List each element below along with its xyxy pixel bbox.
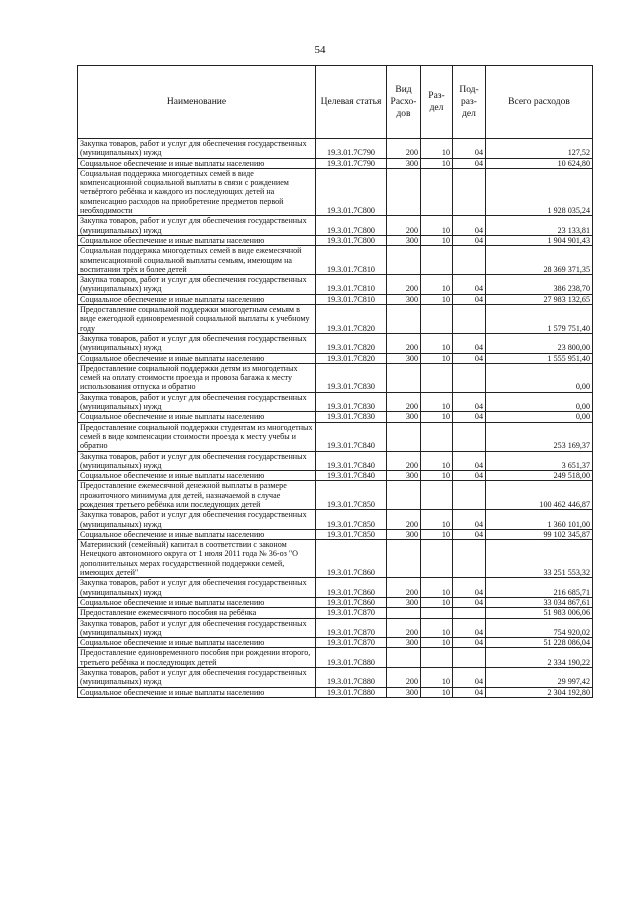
cell-code: 19.3.01.7С880: [316, 687, 387, 697]
cell-subsection: 04: [453, 353, 486, 363]
cell-subsection: 04: [453, 294, 486, 304]
cell-code: 19.3.01.7С860: [316, 540, 387, 578]
cell-type: 200: [387, 578, 421, 598]
cell-subsection: 04: [453, 638, 486, 648]
table-row: [78, 648, 593, 668]
table-row: [78, 216, 593, 236]
table-row: [78, 363, 593, 392]
cell-name: Закупка товаров, работ и услуг для обеспечения государственных (муниципальных) нужд: [78, 510, 316, 530]
table-row: [78, 235, 593, 245]
cell-total: 100 462 446,87: [486, 481, 593, 510]
header-type: Вид Расхо- дов: [387, 66, 421, 139]
header-name: Наименование: [78, 66, 316, 139]
cell-name: Предоставление ежемесячного пособия на ребёнка: [78, 608, 316, 618]
cell-section: 10: [421, 333, 453, 353]
cell-section: [421, 422, 453, 451]
cell-subsection: [453, 540, 486, 578]
cell-code: 19.3.01.7С830: [316, 412, 387, 422]
cell-code: 19.3.01.7С820: [316, 333, 387, 353]
cell-total: 3 651,37: [486, 451, 593, 471]
cell-type: 200: [387, 510, 421, 530]
table-row: [78, 305, 593, 334]
cell-code: 19.3.01.7С820: [316, 353, 387, 363]
cell-section: 10: [421, 451, 453, 471]
cell-section: 10: [421, 668, 453, 688]
header-code: Целевая статья: [316, 66, 387, 139]
cell-code: 19.3.01.7С880: [316, 668, 387, 688]
table-body: [78, 139, 593, 698]
cell-name: Социальное обеспечение и иные выплаты населению: [78, 471, 316, 481]
header-row: [78, 66, 593, 139]
table-row: [78, 510, 593, 530]
cell-total: 10 624,80: [486, 158, 593, 168]
cell-type: [387, 305, 421, 334]
cell-name: Социальное обеспечение и иные выплаты населению: [78, 294, 316, 304]
cell-subsection: [453, 481, 486, 510]
cell-code: 19.3.01.7С860: [316, 597, 387, 607]
header-section: Раз- дел: [421, 66, 453, 139]
cell-type: 300: [387, 529, 421, 539]
cell-type: 200: [387, 139, 421, 159]
cell-name: Закупка товаров, работ и услуг для обеспечения государственных (муниципальных) нужд: [78, 275, 316, 295]
cell-subsection: [453, 422, 486, 451]
cell-name: Социальная поддержка многодетных семей в виде ежемесячной компенсационной социальной выплаты семьям, имеющим на воспитании трёх и более детей: [78, 246, 316, 275]
cell-type: 300: [387, 638, 421, 648]
cell-type: 200: [387, 275, 421, 295]
cell-total: 1 928 035,24: [486, 168, 593, 215]
cell-subsection: 04: [453, 392, 486, 412]
budget-table: [77, 65, 593, 698]
cell-section: [421, 481, 453, 510]
cell-section: 10: [421, 235, 453, 245]
cell-total: 1 360 101,00: [486, 510, 593, 530]
cell-type: 200: [387, 392, 421, 412]
cell-type: 200: [387, 668, 421, 688]
cell-name: Предоставление ежемесячной денежной выплаты в размере прожиточного минимума для детей, назначаемой в случае рождения третьего ребёнка или последующих детей: [78, 481, 316, 510]
table-row: [78, 529, 593, 539]
cell-section: 10: [421, 618, 453, 638]
table-row: [78, 608, 593, 618]
cell-subsection: 04: [453, 216, 486, 236]
cell-total: 23 800,00: [486, 333, 593, 353]
cell-subsection: 04: [453, 668, 486, 688]
table-row: [78, 333, 593, 353]
cell-name: Социальное обеспечение и иные выплаты населению: [78, 638, 316, 648]
cell-type: 200: [387, 618, 421, 638]
table-row: [78, 412, 593, 422]
cell-name: Социальное обеспечение и иные выплаты населению: [78, 353, 316, 363]
cell-type: [387, 648, 421, 668]
cell-code: 19.3.01.7С850: [316, 529, 387, 539]
cell-name: Закупка товаров, работ и услуг для обеспечения государственных (муниципальных) нужд: [78, 618, 316, 638]
cell-type: 300: [387, 412, 421, 422]
table-row: [78, 638, 593, 648]
cell-code: 19.3.01.7С860: [316, 578, 387, 598]
cell-name: Закупка товаров, работ и услуг для обеспечения государственных (муниципальных) нужд: [78, 333, 316, 353]
cell-total: 99 102 345,87: [486, 529, 593, 539]
table-header: [78, 66, 593, 139]
cell-total: 2 304 192,80: [486, 687, 593, 697]
cell-code: 19.3.01.7С810: [316, 294, 387, 304]
cell-type: 200: [387, 333, 421, 353]
cell-section: 10: [421, 510, 453, 530]
cell-total: 1 579 751,40: [486, 305, 593, 334]
cell-subsection: [453, 168, 486, 215]
cell-code: 19.3.01.7С840: [316, 451, 387, 471]
cell-type: [387, 246, 421, 275]
cell-total: 2 334 190,22: [486, 648, 593, 668]
cell-code: 19.3.01.7С850: [316, 510, 387, 530]
table-row: [78, 687, 593, 697]
cell-name: Социальное обеспечение и иные выплаты населению: [78, 158, 316, 168]
cell-type: 300: [387, 687, 421, 697]
cell-code: 19.3.01.7С800: [316, 216, 387, 236]
table-row: [78, 392, 593, 412]
cell-subsection: 04: [453, 412, 486, 422]
cell-code: 19.3.01.7С820: [316, 305, 387, 334]
cell-total: 29 997,42: [486, 668, 593, 688]
cell-code: 19.3.01.7С880: [316, 648, 387, 668]
table-row: [78, 139, 593, 159]
cell-section: 10: [421, 158, 453, 168]
cell-type: 300: [387, 158, 421, 168]
cell-subsection: 04: [453, 451, 486, 471]
cell-name: Закупка товаров, работ и услуг для обеспечения государственных (муниципальных) нужд: [78, 668, 316, 688]
table-row: [78, 471, 593, 481]
page-number: 54: [314, 44, 326, 56]
cell-section: [421, 168, 453, 215]
cell-subsection: 04: [453, 597, 486, 607]
cell-subsection: [453, 648, 486, 668]
cell-name: Социальное обеспечение и иные выплаты населению: [78, 235, 316, 245]
cell-total: 0,00: [486, 363, 593, 392]
cell-section: 10: [421, 578, 453, 598]
cell-section: 10: [421, 687, 453, 697]
cell-name: Материнский (семейный) капитал в соответствии с законом Ненецкого автономного округа от 1 июля 2011 года № 36-оз "О дополнительных мерах государственной поддержки семей, имеющих детей": [78, 540, 316, 578]
cell-total: 1 904 901,43: [486, 235, 593, 245]
cell-total: 28 369 371,35: [486, 246, 593, 275]
header-subsection: Под- раз- дел: [453, 66, 486, 139]
cell-code: 19.3.01.7С790: [316, 158, 387, 168]
table-row: [78, 668, 593, 688]
table-row: [78, 246, 593, 275]
table-row: [78, 618, 593, 638]
cell-subsection: 04: [453, 275, 486, 295]
cell-name: Социальное обеспечение и иные выплаты населению: [78, 412, 316, 422]
cell-name: Социальное обеспечение и иные выплаты населению: [78, 597, 316, 607]
cell-subsection: 04: [453, 618, 486, 638]
cell-subsection: 04: [453, 333, 486, 353]
cell-total: 33 034 867,61: [486, 597, 593, 607]
cell-section: [421, 608, 453, 618]
cell-subsection: [453, 246, 486, 275]
cell-subsection: 04: [453, 529, 486, 539]
cell-section: 10: [421, 294, 453, 304]
cell-code: 19.3.01.7С810: [316, 246, 387, 275]
cell-code: 19.3.01.7С800: [316, 235, 387, 245]
table-row: [78, 422, 593, 451]
table-row: [78, 294, 593, 304]
cell-section: [421, 305, 453, 334]
cell-code: 19.3.01.7С840: [316, 471, 387, 481]
cell-section: 10: [421, 353, 453, 363]
cell-code: 19.3.01.7С810: [316, 275, 387, 295]
cell-type: [387, 481, 421, 510]
cell-type: [387, 422, 421, 451]
cell-total: 33 251 553,32: [486, 540, 593, 578]
cell-code: 19.3.01.7С800: [316, 168, 387, 215]
table-row: [78, 168, 593, 215]
table-row: [78, 540, 593, 578]
cell-total: 27 983 132,65: [486, 294, 593, 304]
cell-type: [387, 168, 421, 215]
cell-type: 300: [387, 294, 421, 304]
cell-section: 10: [421, 638, 453, 648]
cell-section: 10: [421, 529, 453, 539]
cell-section: 10: [421, 392, 453, 412]
cell-type: [387, 540, 421, 578]
cell-code: 19.3.01.7С870: [316, 638, 387, 648]
cell-total: 253 169,37: [486, 422, 593, 451]
header-total: Всего расходов: [486, 66, 593, 139]
cell-total: 51 983 006,06: [486, 608, 593, 618]
cell-total: 51 228 086,04: [486, 638, 593, 648]
cell-total: 386 238,70: [486, 275, 593, 295]
cell-section: 10: [421, 471, 453, 481]
cell-code: 19.3.01.7С790: [316, 139, 387, 159]
cell-type: 300: [387, 471, 421, 481]
cell-section: [421, 363, 453, 392]
cell-code: 19.3.01.7С830: [316, 363, 387, 392]
table-row: [78, 275, 593, 295]
cell-total: 754 920,02: [486, 618, 593, 638]
cell-subsection: 04: [453, 158, 486, 168]
cell-code: 19.3.01.7С850: [316, 481, 387, 510]
cell-section: 10: [421, 412, 453, 422]
cell-section: [421, 246, 453, 275]
cell-name: Социальное обеспечение и иные выплаты населению: [78, 529, 316, 539]
cell-type: [387, 608, 421, 618]
table-row: [78, 353, 593, 363]
cell-total: 0,00: [486, 412, 593, 422]
cell-subsection: 04: [453, 235, 486, 245]
cell-name: Предоставление социальной поддержки многодетным семьям в виде ежегодной единовременной социальной выплаты к учебному году: [78, 305, 316, 334]
cell-type: 200: [387, 451, 421, 471]
cell-name: Социальная поддержка многодетных семей в виде компенсационной социальной выплаты в связи с рождением четвёртого ребёнка и каждого из последующих детей на компенсацию расходов на приобретение предметов первой необходимости: [78, 168, 316, 215]
cell-name: Предоставление социальной поддержки детям из многодетных семей на оплату стоимости проезда и провоза багажа к месту использования отпуска и обратно: [78, 363, 316, 392]
cell-type: [387, 363, 421, 392]
cell-total: 0,00: [486, 392, 593, 412]
cell-total: 23 133,81: [486, 216, 593, 236]
cell-name: Закупка товаров, работ и услуг для обеспечения государственных (муниципальных) нужд: [78, 139, 316, 159]
cell-total: 127,52: [486, 139, 593, 159]
cell-section: [421, 540, 453, 578]
cell-section: 10: [421, 139, 453, 159]
cell-name: Предоставление единовременного пособия при рождении второго, третьего ребёнка и последующих детей: [78, 648, 316, 668]
table-row: [78, 481, 593, 510]
cell-name: Предоставление социальной поддержки студентам из многодетных семей в виде компенсации стоимости проезда к месту учебы и обратно: [78, 422, 316, 451]
table-row: [78, 597, 593, 607]
cell-type: 300: [387, 235, 421, 245]
cell-section: 10: [421, 216, 453, 236]
table-row: [78, 578, 593, 598]
cell-name: Закупка товаров, работ и услуг для обеспечения государственных (муниципальных) нужд: [78, 392, 316, 412]
cell-total: 249 518,00: [486, 471, 593, 481]
cell-name: Социальное обеспечение и иные выплаты населению: [78, 687, 316, 697]
cell-type: 300: [387, 353, 421, 363]
cell-code: 19.3.01.7С870: [316, 608, 387, 618]
cell-name: Закупка товаров, работ и услуг для обеспечения государственных (муниципальных) нужд: [78, 451, 316, 471]
cell-type: 300: [387, 597, 421, 607]
cell-total: 1 555 951,40: [486, 353, 593, 363]
cell-section: 10: [421, 597, 453, 607]
cell-subsection: 04: [453, 139, 486, 159]
cell-code: 19.3.01.7С840: [316, 422, 387, 451]
cell-type: 200: [387, 216, 421, 236]
cell-section: 10: [421, 275, 453, 295]
table-row: [78, 158, 593, 168]
cell-subsection: [453, 305, 486, 334]
table-row: [78, 451, 593, 471]
cell-section: [421, 648, 453, 668]
cell-subsection: 04: [453, 471, 486, 481]
cell-subsection: 04: [453, 687, 486, 697]
cell-subsection: [453, 608, 486, 618]
cell-total: 216 685,71: [486, 578, 593, 598]
cell-code: 19.3.01.7С870: [316, 618, 387, 638]
cell-name: Закупка товаров, работ и услуг для обеспечения государственных (муниципальных) нужд: [78, 216, 316, 236]
cell-subsection: [453, 363, 486, 392]
cell-subsection: 04: [453, 578, 486, 598]
cell-name: Закупка товаров, работ и услуг для обеспечения государственных (муниципальных) нужд: [78, 578, 316, 598]
cell-subsection: 04: [453, 510, 486, 530]
cell-code: 19.3.01.7С830: [316, 392, 387, 412]
